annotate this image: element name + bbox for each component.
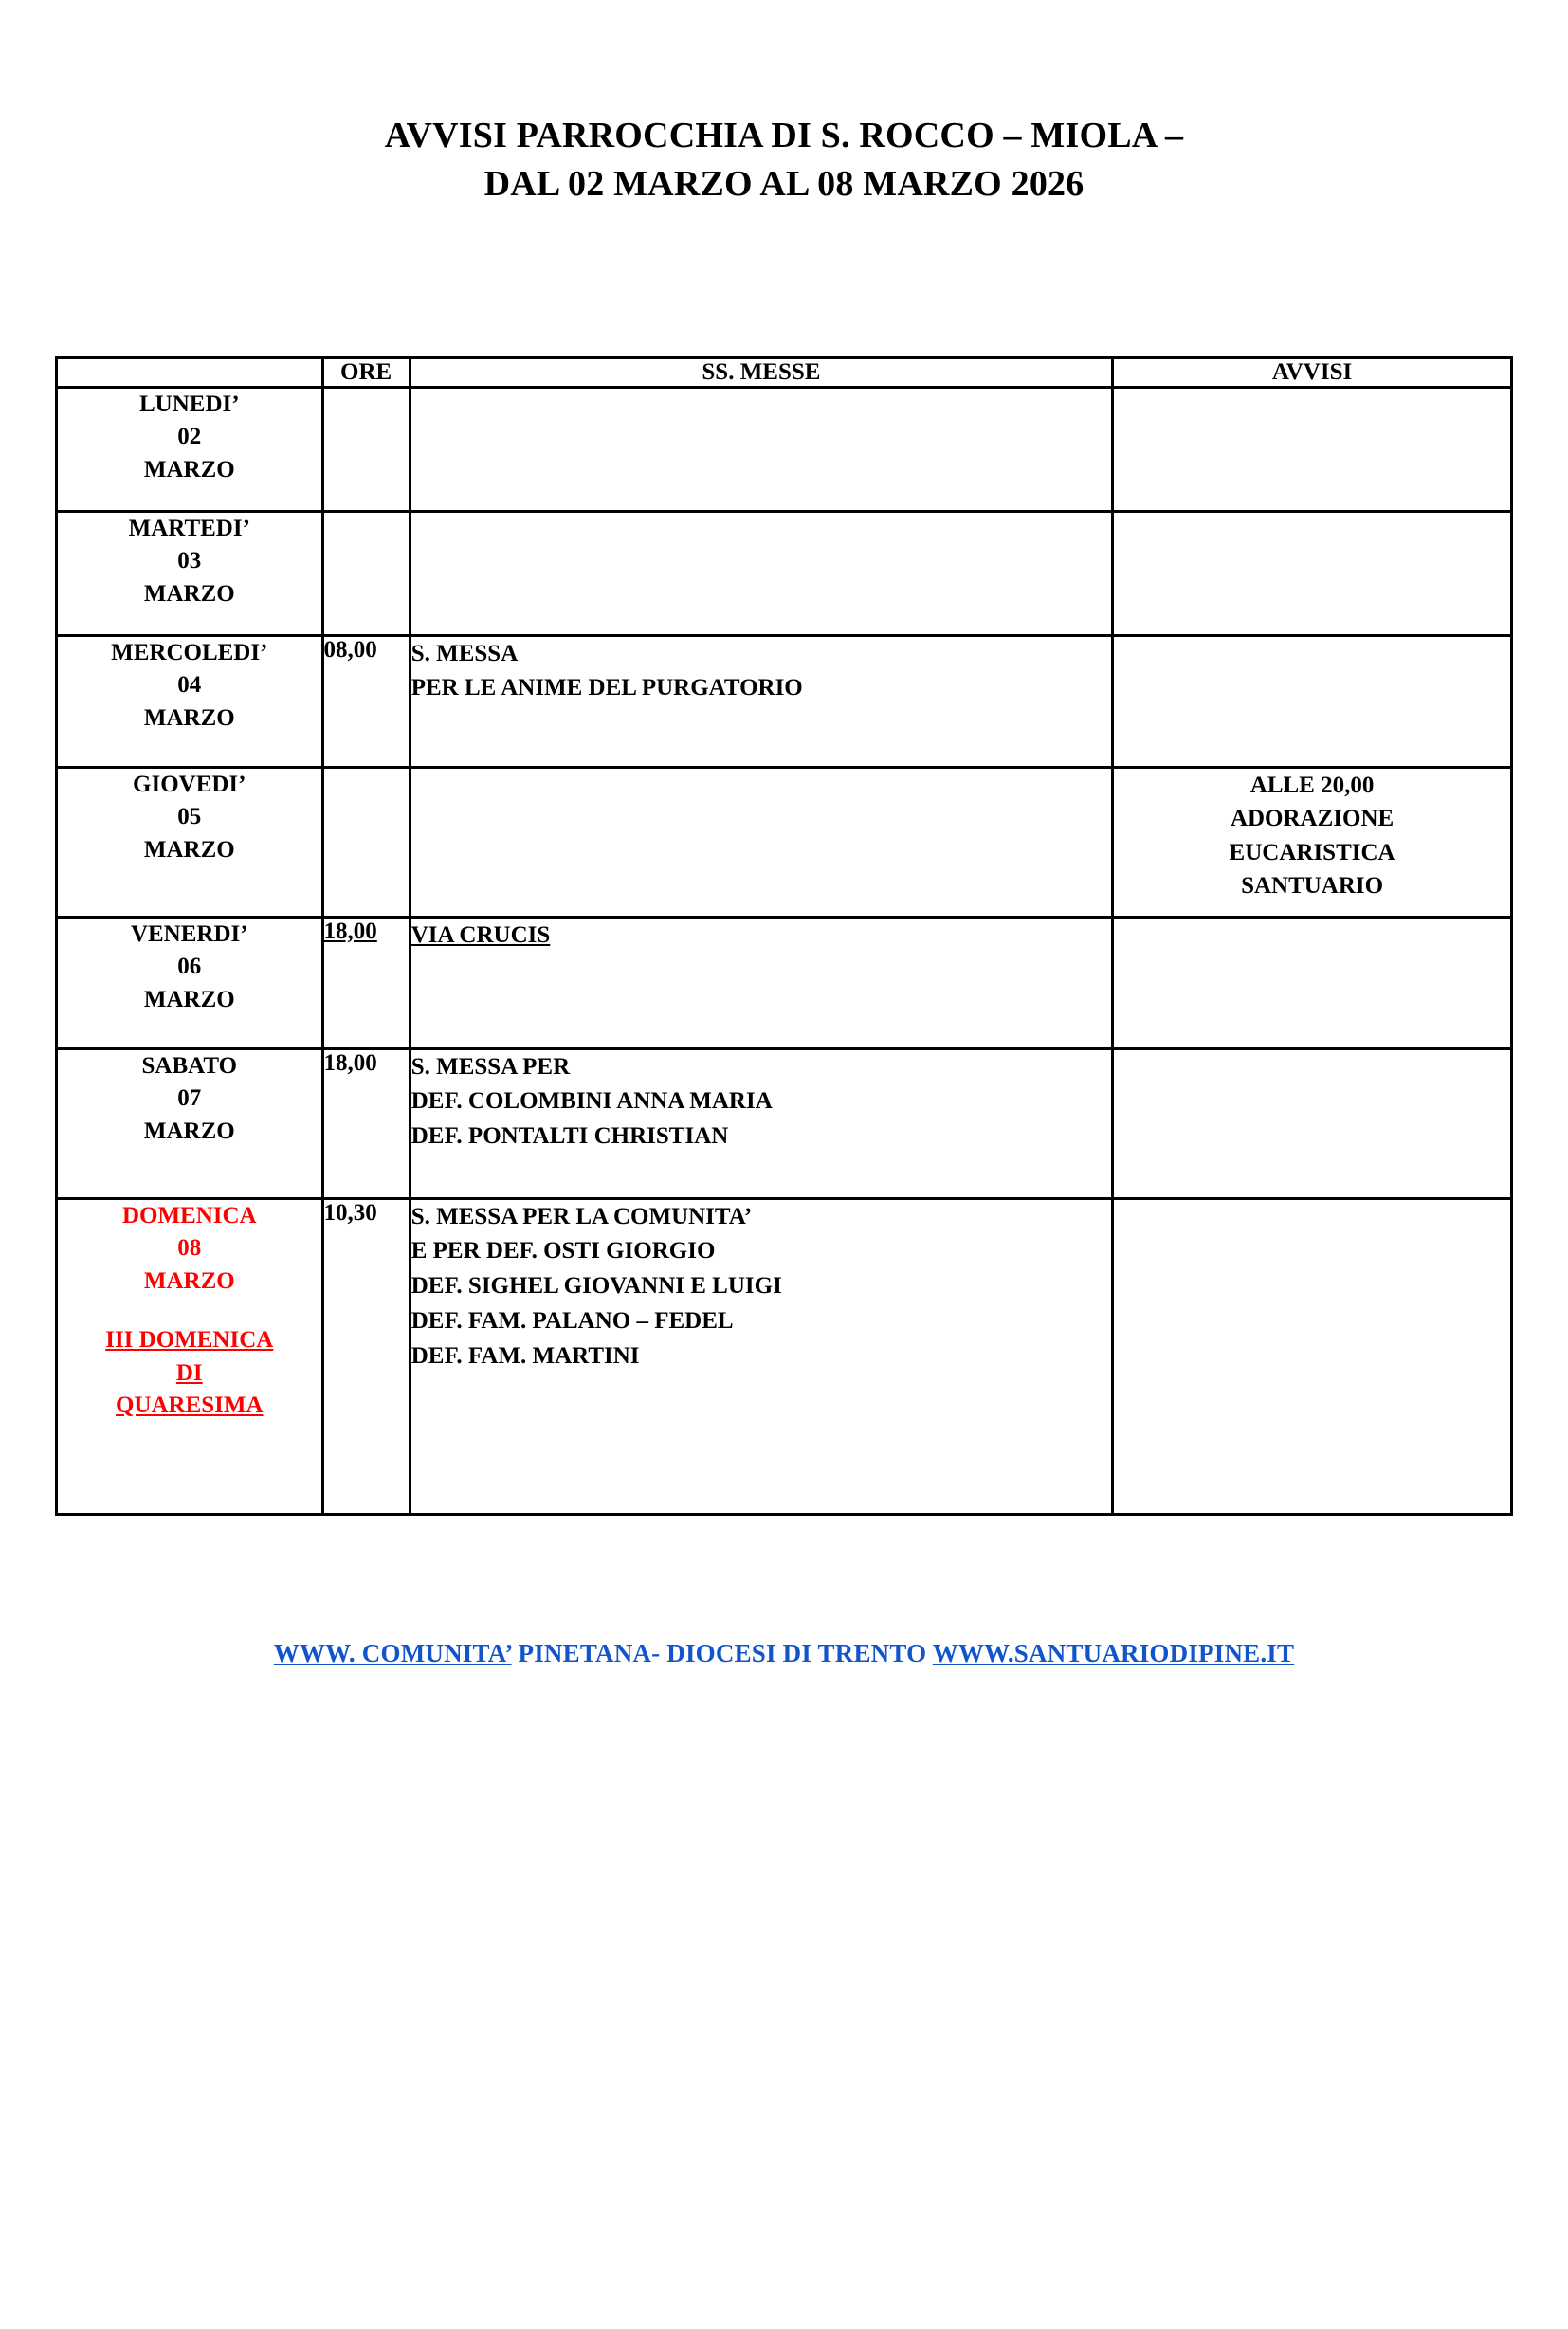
- avvisi-cell: [1113, 635, 1512, 767]
- schedule-table: [55, 356, 1513, 1516]
- day-line-3: MARZO: [143, 1267, 235, 1294]
- ore-cell: [322, 767, 410, 917]
- day-line-1: MERCOLEDI’: [111, 639, 268, 665]
- day-line-3: MARZO: [143, 704, 235, 731]
- day-line-1: MARTEDI’: [128, 515, 250, 541]
- footer-middle-text: PINETANA- DIOCESI DI TRENTO: [511, 1638, 933, 1667]
- day-line-2: 05: [177, 804, 202, 830]
- table-header-row: [57, 357, 1512, 387]
- day-line-3: MARZO: [143, 456, 235, 482]
- header-ore: ORE: [322, 357, 410, 387]
- avvisi-cell: [1113, 511, 1512, 635]
- day-line-3: MARZO: [143, 1118, 235, 1144]
- ore-cell: [322, 1198, 410, 1514]
- footer-link-santuario[interactable]: WWW.SANTUARIODIPINE.IT: [932, 1638, 1295, 1667]
- table-row: [57, 917, 1512, 1048]
- footer-link-comunita[interactable]: WWW. COMUNITA’: [273, 1638, 512, 1667]
- ore-value: 18,00: [323, 1049, 377, 1076]
- header-messe: SS. MESSE: [410, 357, 1112, 387]
- day-line-3: MARZO: [143, 986, 235, 1012]
- ore-cell: [322, 635, 410, 767]
- table-row: [57, 635, 1512, 767]
- day-cell: [57, 767, 323, 917]
- ore-cell: [322, 917, 410, 1048]
- table-row: [57, 387, 1512, 511]
- schedule-table-wrapper: [0, 356, 1568, 1516]
- day-line-2: 02: [177, 424, 202, 450]
- header-day: [57, 357, 323, 387]
- day-line-2: 08: [177, 1235, 202, 1262]
- day-line-2: 07: [177, 1085, 202, 1112]
- table-row: [57, 767, 1512, 917]
- day-cell: [57, 917, 323, 1048]
- day-line-1: DOMENICA: [121, 1202, 257, 1228]
- messe-cell: [410, 767, 1112, 917]
- day-line-1: LUNEDI’: [138, 391, 240, 417]
- day-line-1: GIOVEDI’: [133, 771, 246, 797]
- table-row: [57, 1198, 1512, 1514]
- footer: [0, 1639, 1568, 1668]
- day-line-2: 06: [177, 954, 202, 980]
- ore-cell: [322, 1048, 410, 1198]
- title-line-2: DAL 02 MARZO AL 08 MARZO 2026: [483, 164, 1085, 205]
- day-cell: [57, 511, 323, 635]
- messe-cell: S. MESSA PER LA COMUNITA’ E PER DEF. OSTI GIORGIO DEF. SIGHEL GIOVANNI E LUIGI DEF. FAM. PALANO – FEDEL DEF. FAM. MARTINI: [410, 1198, 1112, 1514]
- messe-cell: S. MESSA PER DEF. COLOMBINI ANNA MARIA DEF. PONTALTI CHRISTIAN: [410, 1048, 1112, 1198]
- table-row: [57, 1048, 1512, 1198]
- title-line-1: AVVISI PARROCCHIA DI S. ROCCO – MIOLA –: [384, 116, 1184, 155]
- messe-cell: [410, 511, 1112, 635]
- day-line-3: MARZO: [143, 836, 235, 863]
- day-line-1: SABATO: [141, 1052, 238, 1079]
- day-line-2: 03: [177, 548, 202, 574]
- day-cell: [57, 1198, 323, 1514]
- day-line-1: VENERDI’: [130, 920, 248, 947]
- messe-cell: [410, 387, 1112, 511]
- day-cell: [57, 387, 323, 511]
- messe-cell: VIA CRUCIS: [410, 917, 1112, 1048]
- ore-value: 18,00: [323, 918, 377, 944]
- ore-value: 08,00: [323, 636, 377, 663]
- day-line-2: 04: [177, 672, 202, 699]
- ore-cell: [322, 387, 410, 511]
- header-avvisi: AVVISI: [1113, 357, 1512, 387]
- ore-cell: [322, 511, 410, 635]
- avvisi-cell: [1113, 1198, 1512, 1514]
- messe-cell: S. MESSA PER LE ANIME DEL PURGATORIO: [410, 635, 1112, 767]
- table-row: [57, 511, 1512, 635]
- page-title: [0, 112, 1568, 209]
- day-cell: [57, 635, 323, 767]
- avvisi-cell: ALLE 20,00 ADORAZIONE EUCARISTICA SANTUARIO: [1113, 767, 1512, 917]
- day-subtitle: III DOMENICA DI QUARESIMA: [105, 1327, 274, 1419]
- document-page: [0, 112, 1568, 2329]
- day-cell: [57, 1048, 323, 1198]
- day-line-3: MARZO: [143, 580, 235, 607]
- avvisi-cell: [1113, 1048, 1512, 1198]
- avvisi-cell: [1113, 387, 1512, 511]
- avvisi-cell: [1113, 917, 1512, 1048]
- ore-value: 10,30: [323, 1199, 377, 1226]
